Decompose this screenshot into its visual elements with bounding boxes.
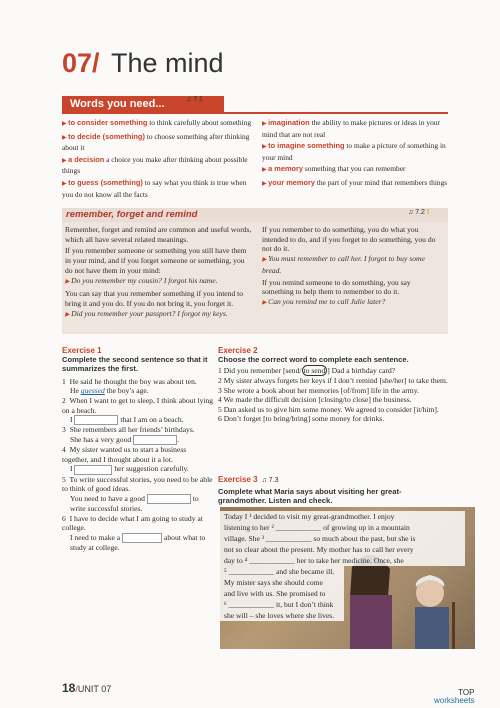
grammar-text: You can say that you remember something if you intend to bring it and you do. If you do not bring it, you forget it. (65, 289, 244, 308)
list-item: ▶ to decide (something) to choose something after thinking about it (62, 131, 250, 153)
text-line: and live with us. She promised to (220, 588, 344, 599)
example-sentence: ▶ Did you remember your passport? I forgot my keys. (65, 308, 228, 318)
list-item: ▶ to guess (something) to say what you think is true when you do not know all the facts (62, 177, 247, 199)
exercise-3 (218, 469, 450, 506)
exercise-instructions: Complete the second sentence so that it summarizes the first. (62, 355, 208, 374)
topworksheets-logo[interactable] (434, 689, 474, 705)
exercise-title: Exercise 1 (62, 346, 102, 355)
list-item: ▶ a memory something that you can remember (262, 164, 406, 174)
unit-label: UNIT 07 (77, 684, 112, 694)
text-line: ⁵ ____________ and she became ill. (220, 566, 344, 577)
exercise-title: Exercise 3 (218, 475, 258, 484)
grammar-left-column (65, 225, 253, 320)
selected-option[interactable]: to send (303, 366, 326, 376)
list-item: ▶ to imagine something to make a picture of something in your mind (262, 141, 446, 162)
answer-blank[interactable] (74, 465, 112, 475)
exercise-item: 3 She remembers all her friends’ birthdays. (62, 425, 195, 435)
exercise-answer-line: You need to have a good to write successful stories. (70, 493, 199, 514)
exercise-item[interactable]: 6 Don’t forget [to bring/bring] some money for drinks. (218, 414, 385, 424)
exercise-item: 2 When I want to get to sleep, I think about lying on a beach. (62, 396, 214, 415)
audio-track-icon[interactable]: ♫ 7.3 (261, 477, 279, 484)
exercise-item[interactable]: 4 We made the difficult decision [closing/to close] the business. (218, 395, 412, 405)
unit-number: 07/ (62, 48, 100, 78)
text-line: My mister says she should come (220, 577, 344, 588)
exercise-answer-line: I her suggestion carefully. (70, 464, 189, 474)
words-left-column (62, 118, 254, 199)
text-line: not so clear about the present. My mother has to call her every (220, 544, 465, 555)
answer-blank[interactable] (147, 494, 191, 504)
page-number: 18 (62, 681, 76, 695)
grammar-box-header (62, 208, 448, 222)
grammar-text: Remember, forget and remind are common and useful words, which all have several related meanings. (65, 225, 252, 244)
exercise-item: 1 He said he thought the boy was about ten. (62, 376, 197, 386)
list-item: ▶ your memory the part of your mind that remembers things (262, 177, 448, 187)
exercise-item: 6 I have to decide what I am going to study at college. (62, 513, 203, 533)
grammar-text: If you remember someone or something you still have them in your mind, and if you forget someone or something, you do not have them in your mind: (65, 246, 247, 275)
exercise-answer-line: She has a very good . (70, 435, 179, 445)
text-line: Today I ¹ decided to visit my great-grandmother. I enjoy (220, 511, 465, 522)
exercise-item: 5 To write successful stories, you need to be able to think of good ideas. (62, 474, 213, 494)
list-item: ▶ to consider something to think carefully about something (62, 118, 252, 127)
exercise-item[interactable]: 1 Did you remember [send/ to send ] Dad a birthday card? (218, 366, 396, 376)
unit-title: The mind (111, 48, 224, 78)
text-line: ⁶ ____________ it, but I don’t think (220, 599, 344, 610)
exercise-2 (218, 346, 450, 424)
answer-blank[interactable] (122, 533, 162, 543)
answer-blank[interactable] (133, 435, 177, 445)
exercise-answer-line: I that I am on a beach. (70, 415, 184, 425)
exercise-answer-line: He guessed the boy’s age. (70, 386, 149, 396)
list-item: ▶ a decision a choice you make after thinking about possible things (62, 154, 248, 176)
text-line: she will – she loves where she lives. (220, 610, 344, 621)
exercise-item[interactable]: 2 My sister always forgets her keys if I don’t remind [she/her] to take them. (218, 376, 448, 385)
exercise-1 (62, 346, 214, 553)
list-item: ▶ imagination the ability to make pictures or ideas in your mind that are not real (262, 118, 440, 139)
words-heading: Words you need... (62, 96, 224, 113)
answer-blank[interactable] (74, 415, 118, 425)
text-line: listening to her ² ____________ of growing up in a mountain (220, 522, 465, 533)
page-footer: 18/UNIT 07 (62, 681, 112, 695)
example-sentence: ▶ You must remember to call her. I forgot to buy some bread. (262, 254, 425, 275)
exercise-title: Exercise 2 (218, 346, 258, 355)
exercise-item[interactable]: 5 Dan asked us to give him some money. We agreed to consider [it/him]. (218, 404, 439, 414)
divider (62, 112, 448, 114)
example-sentence: ▶ Do you remember my cousin? I forgot his name. (65, 275, 218, 285)
grammar-right-column (262, 225, 444, 309)
answer-blank[interactable]: guessed (80, 386, 105, 396)
text-line: day to ⁴ ____________ her to take her medicine. Once, she (220, 555, 465, 566)
exercise-3-text (220, 511, 465, 621)
text-line: village. She ³ ____________ so much about the past, but she is (220, 533, 465, 544)
grammar-text: If you remember to do something, you do what you intended to do, and if you forget to do something, you do not do it. (262, 225, 436, 254)
exercise-answer-line: I need to make a about what to study at college. (70, 532, 206, 553)
exercise-item: 4 My sister wanted us to start a business together, and I thought about it a lot. (62, 445, 187, 464)
exercise-instructions: Complete what Maria says about visiting her great-grandmother. Listen and check. (218, 487, 402, 506)
audio-track-icon[interactable]: ♫ 7.2 ! (408, 209, 430, 216)
logo-bottom: worksheets (434, 696, 475, 705)
example-sentence: ▶ Can you remind me to call Julie later? (262, 296, 386, 306)
logo-top: TOP (458, 688, 475, 697)
words-right-column (262, 118, 448, 190)
exercise-item[interactable]: 3 She wrote a book about her memories [of/from] life in the army. (218, 385, 419, 395)
audio-track-icon[interactable]: ♫ 7.1 (186, 96, 203, 103)
exercise-instructions: Choose the correct word to complete each sentence. (218, 355, 409, 364)
grammar-text: If you remind someone to do something, you say something to help them to remember to do it. (262, 277, 411, 297)
grammar-box-title: remember, forget and remind (66, 209, 198, 220)
